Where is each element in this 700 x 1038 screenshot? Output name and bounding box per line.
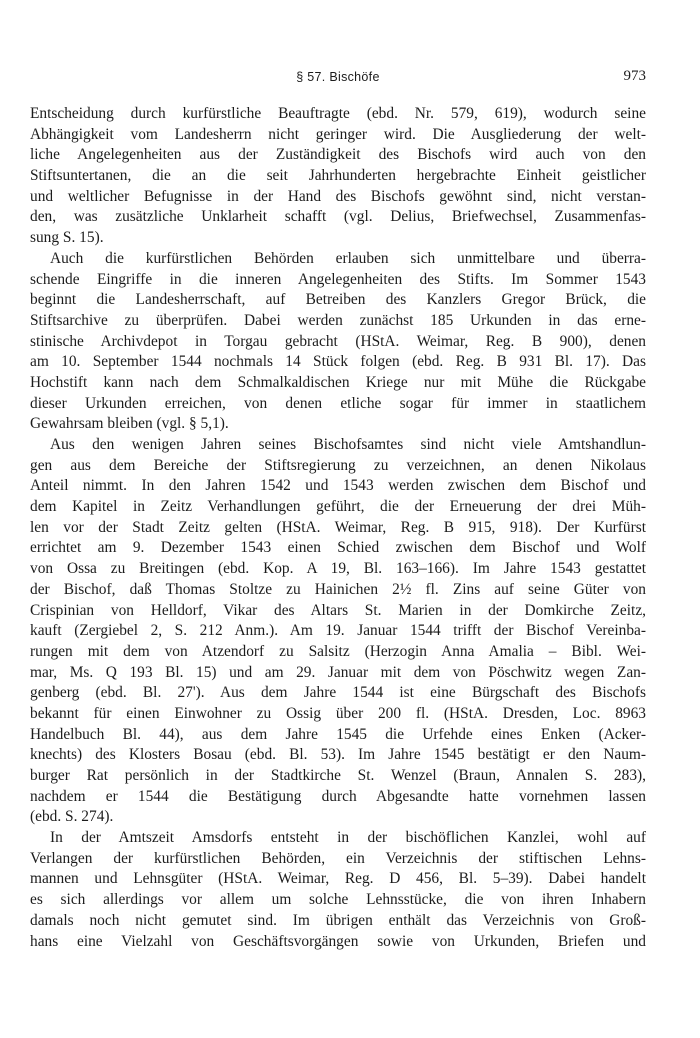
text-line: Handelbuch Bl. 44), aus dem Jahre 1545 die Urfehde eines Enken (Acker- bbox=[30, 725, 646, 743]
text-line: Aus den wenigen Jahren seines Bischofsamtes sind nicht viele Amtshandlun- bbox=[50, 436, 646, 453]
text-line: Gewahrsam bleiben (vgl. § 5,1). bbox=[30, 415, 229, 433]
text-line: beginnt die Landesherrschaft, auf Betreiben des Kanzlers Gregor Brück, die bbox=[30, 291, 646, 309]
text-line: Anteil nimmt. In den Jahren 1542 und 1543 werden zwischen dem Bischof und bbox=[30, 477, 646, 495]
text-line: dem Kapitel in Zeitz Verhandlungen geführt, die der Erneuerung der drei Müh- bbox=[30, 498, 646, 516]
text-line: Abhängigkeit vom Landesherrn nicht geringer wird. Die Ausgliederung der welt- bbox=[30, 125, 646, 143]
text-line: Auch die kurfürstlichen Behörden erlauben sich unmittelbare und überra- bbox=[50, 249, 646, 267]
text-line: knechts) des Klosters Bosau (ebd. Bl. 53). Im Jahre 1545 bestätigt er den Naum- bbox=[30, 746, 646, 764]
page-header bbox=[30, 70, 646, 92]
text-line: In der Amtszeit Amsdorfs entsteht in der bischöflichen Kanzlei, wohl auf bbox=[50, 829, 646, 847]
text-line: dieser Urkunden erreichen, von denen etliche sogar für immer in staatlichem bbox=[30, 394, 646, 412]
text-line: Verlangen der kurfürstlichen Behörden, ein Verzeichnis der stiftischen Lehns- bbox=[30, 849, 646, 867]
text-line: stinische Archivdepot in Torgau gebracht (HStA. Weimar, Reg. B 900), denen bbox=[30, 332, 646, 350]
text-line: der Bischof, daß Thomas Stoltze zu Hainichen 2½ fl. Zins auf seine Güter von bbox=[30, 580, 646, 598]
text-line: mannen und Lehnsgüter (HStA. Weimar, Reg. D 456, Bl. 5–39). Dabei handelt bbox=[30, 870, 646, 888]
text-line: bekannt für einen Einwohner zu Ossig über 200 fl. (HStA. Dresden, Loc. 8963 bbox=[30, 704, 646, 722]
text-line: kauft (Zergiebel 2, S. 212 Anm.). Am 19. Januar 1544 trifft der Bischof Vereinba- bbox=[30, 622, 646, 640]
text-line: liche Angelegenheiten aus der Zuständigkeit des Bischofs wird auch von den bbox=[30, 146, 646, 164]
text-line: es sich allerdings vor allem um solche Lehnsstücke, die von ihren Inhabern bbox=[30, 891, 646, 909]
body-text bbox=[30, 104, 646, 952]
text-line: nachdem er 1544 die Bestätigung durch Abgesandte hatte vornehmen lassen bbox=[30, 787, 646, 805]
text-line: errichtet am 9. Dezember 1543 einen Schied zwischen dem Bischof und Wolf bbox=[30, 539, 646, 557]
text-line: hans eine Vielzahl von Geschäftsvorgängen sowie von Urkunden, Briefen und bbox=[30, 932, 646, 950]
text-line: sung S. 15). bbox=[30, 229, 104, 247]
text-line: schende Eingriffe in die inneren Angelegenheiten des Stifts. Im Sommer 1543 bbox=[30, 270, 646, 288]
text-line: Stiftsarchive zu überprüfen. Dabei werden zunächst 185 Urkunden in das erne- bbox=[30, 311, 646, 329]
text-line: Crispinian von Helldorf, Vikar des Altars St. Marien in der Domkirche Zeitz, bbox=[30, 601, 646, 619]
page-number: 973 bbox=[623, 68, 646, 84]
text-line: (ebd. S. 274). bbox=[30, 808, 114, 826]
text-line: gen aus dem Bereiche der Stiftsregierung zu verzeichnen, an denen Nikolaus bbox=[30, 456, 646, 474]
text-line: und weltlicher Befugnisse in der Hand des Bischofs gewöhnt sind, nicht verstan- bbox=[30, 187, 646, 205]
text-line: mar, Ms. Q 193 Bl. 15) und am 29. Januar mit dem von Pöschwitz wegen Zan- bbox=[30, 663, 646, 681]
text-line: Entscheidung durch kurfürstliche Beauftragte (ebd. Nr. 579, 619), wodurch seine bbox=[30, 105, 646, 122]
text-line: Hochstift kann nach dem Schmalkaldischen Kriege nur mit Mühe die Rückgabe bbox=[30, 373, 646, 391]
text-line: len vor der Stadt Zeitz gelten (HStA. Weimar, Reg. B 915, 918). Der Kurfürst bbox=[30, 518, 646, 536]
running-head: § 57. Bischöfe bbox=[296, 70, 380, 84]
text-line: genberg (ebd. Bl. 27'). Aus dem Jahre 1544 ist eine Bürgschaft des Bischofs bbox=[30, 684, 646, 702]
text-line: von Ossa zu Breitingen (ebd. Kop. A 19, Bl. 163–166). Im Jahre 1543 gestattet bbox=[30, 560, 646, 578]
text-line: rungen mit dem von Atzendorf zu Salsitz (Herzogin Anna Amalia – Bibl. Wei- bbox=[30, 642, 646, 660]
text-line: damals noch nicht gemutet sind. Im übrigen enthält das Verzeichnis von Groß- bbox=[30, 911, 646, 929]
text-line: Stiftsuntertanen, die an die seit Jahrhunderten hergebrachte Einheit geistlicher bbox=[30, 167, 646, 185]
text-line: burger Rat persönlich in der Stadtkirche St. Wenzel (Braun, Annalen S. 283), bbox=[30, 767, 646, 784]
text-line: am 10. September 1544 nochmals 14 Stück folgen (ebd. Reg. B 931 Bl. 17). Das bbox=[30, 353, 646, 371]
text-line: den, was zusätzliche Unklarheit schafft (vgl. Delius, Briefwechsel, Zusammenfas- bbox=[30, 208, 646, 226]
